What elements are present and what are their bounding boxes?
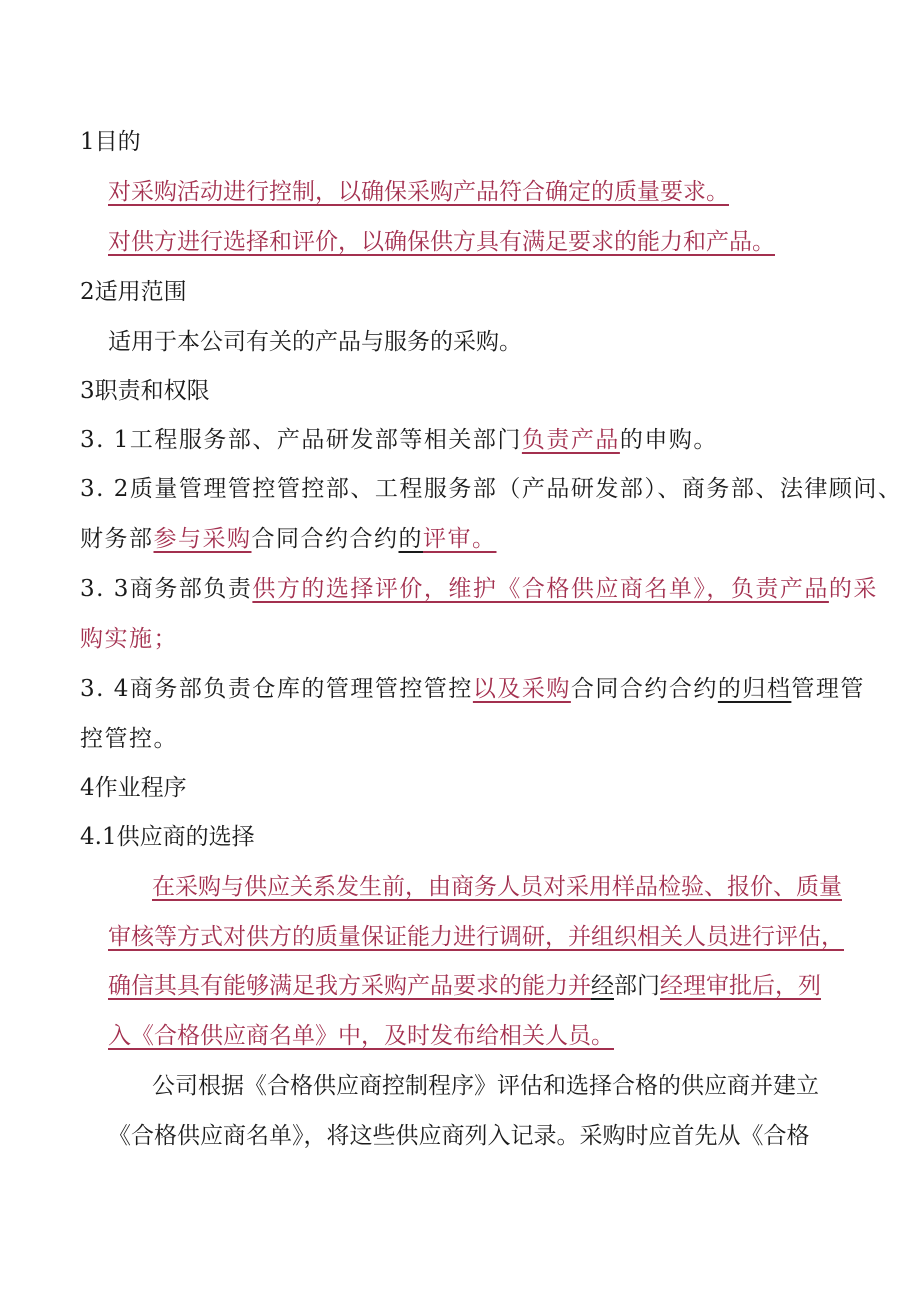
clause-3-4-text-b: 以及采购 xyxy=(472,676,571,702)
clause-3-4-text-c: 合同合约合约 xyxy=(570,676,718,702)
section-4-1-para-1-line-2: 审核等方式对供方的质量保证能力进行调研，并组织相关人员进行评估， xyxy=(108,924,844,950)
clause-3-3-line-1 xyxy=(80,574,878,604)
clause-3-2-line-2 xyxy=(80,524,497,554)
clause-3-1-text-c: 的申购。 xyxy=(619,427,718,453)
clause-3-4-text-e: 管理管 xyxy=(791,676,865,702)
section-4-1-para-2-line-2: 《合格供应商名单》，将这些供应商列入记录。采购时应首先从《合格 xyxy=(108,1123,810,1149)
clause-3-2-text-d: 的 xyxy=(398,526,423,552)
section-1-line-2: 对供方进行选择和评价，以确保供方具有满足要求的能力和产品。 xyxy=(108,229,775,255)
clause-3-1-text-a: 3. 1工程服务部、产品研发部等相关部门 xyxy=(80,427,522,453)
clause-3-2-text-b: 参与采购 xyxy=(153,526,252,552)
para-1-line-3-text-b: 经 xyxy=(591,973,614,999)
clause-3-2-line-1: 3. 2质量管理管控管控部、工程服务部（产品研发部）、商务部、法律顾问、 xyxy=(80,476,903,502)
section-4-1-para-1-line-4: 入《合格供应商名单》中，及时发布给相关人员。 xyxy=(108,1023,614,1049)
clause-3-4-line-2: 控管控。 xyxy=(80,726,178,752)
section-4-1-para-1-line-1: 在采购与供应关系发生前，由商务人员对采用样品检验、报价、质量 xyxy=(152,874,842,900)
para-1-line-3-text-a: 确信其具有能够满足我方采购产品要求的能力并 xyxy=(108,973,591,999)
section-1-heading: 1目的 xyxy=(80,129,141,155)
clause-3-1-text-b: 负责产品 xyxy=(521,427,620,453)
clause-3-2-text-c: 合同合约合约 xyxy=(251,526,399,552)
section-1-line-1: 对采购活动进行控制，以确保采购产品符合确定的质量要求。 xyxy=(108,179,729,205)
section-4-heading: 4作业程序 xyxy=(80,775,187,801)
section-4-1-para-1-line-3 xyxy=(108,971,821,1001)
clause-3-3-text-c: 的采 xyxy=(828,576,878,602)
clause-3-4-line-1 xyxy=(80,674,865,704)
para-1-line-3-text-d: 经理审批后，列 xyxy=(660,973,821,999)
clause-3-2-text-a: 财务部 xyxy=(80,526,154,552)
clause-3-4-text-a: 3. 4商务部负责仓库的管理管控管控 xyxy=(80,676,473,702)
section-2-heading: 2适用范围 xyxy=(80,279,187,305)
clause-3-3-text-b: 供方的选择评价，维护《合格供应商名单》，负责产品 xyxy=(252,576,829,602)
para-1-line-3-text-c: 部门 xyxy=(614,973,660,999)
section-3-heading: 3职责和权限 xyxy=(80,378,210,404)
clause-3-3-text-a: 3. 3商务部负责 xyxy=(80,576,253,602)
clause-3-4-text-d: 的归档 xyxy=(717,676,792,702)
clause-3-2-text-e: 评审。 xyxy=(423,526,497,552)
section-4-1-para-2-line-1: 公司根据《合格供应商控制程序》评估和选择合格的供应商并建立 xyxy=(152,1073,819,1099)
clause-3-3-line-2: 购实施； xyxy=(80,626,178,652)
clause-3-1 xyxy=(80,425,718,455)
section-2-line-1: 适用于本公司有关的产品与服务的采购。 xyxy=(108,329,522,355)
section-4-1-heading: 4.1供应商的选择 xyxy=(80,824,255,850)
